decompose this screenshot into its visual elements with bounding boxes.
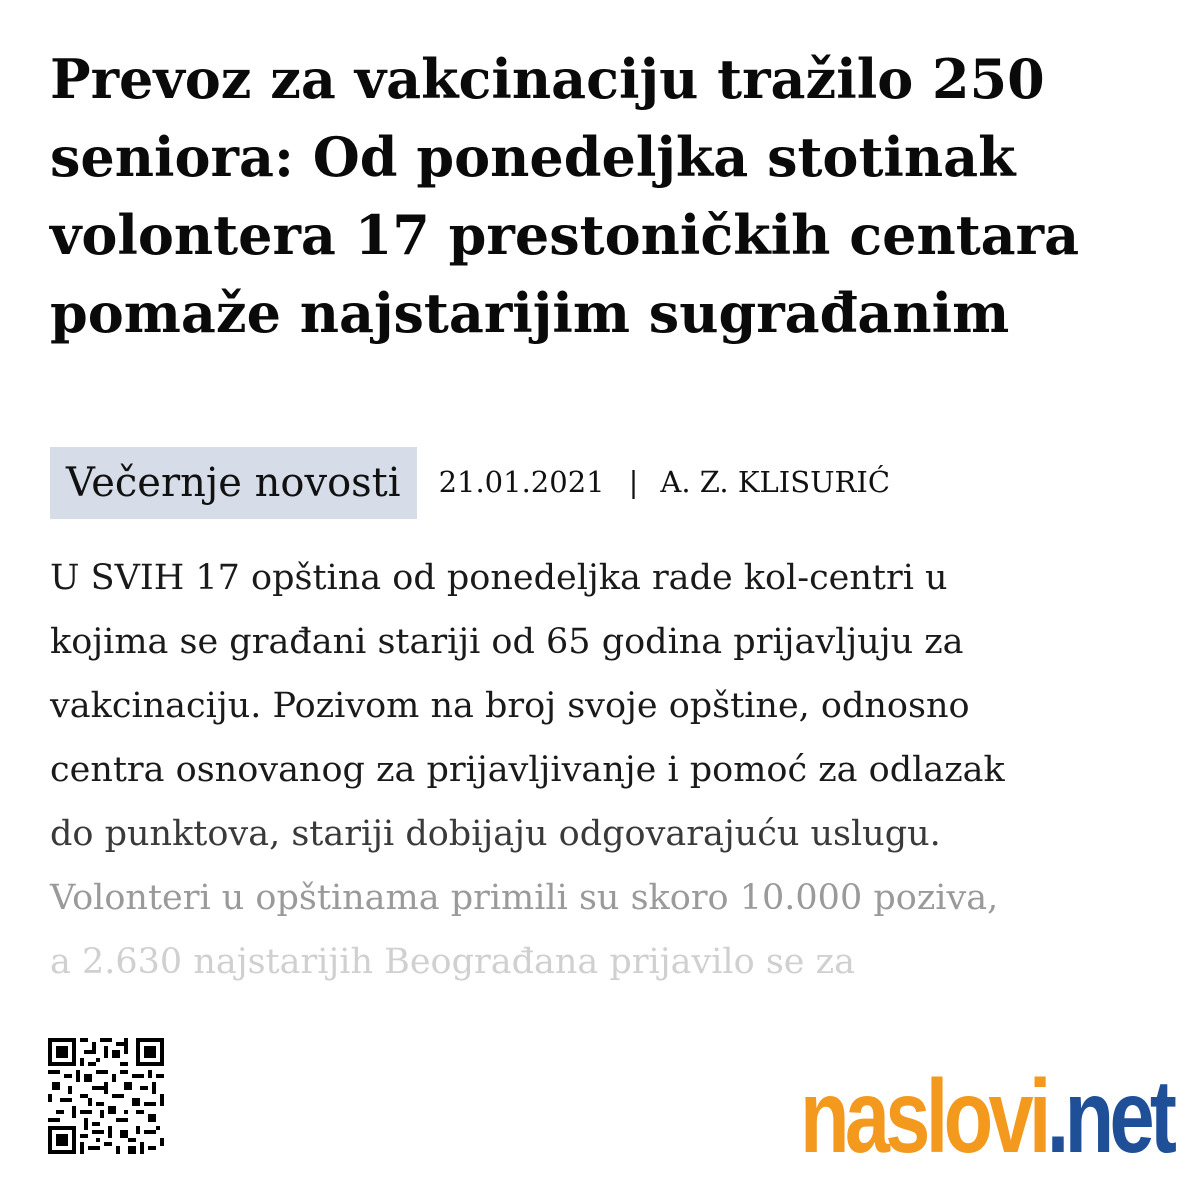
qr-code-icon[interactable] xyxy=(48,1038,164,1154)
body-line: Volonteri u opštinama primili su skoro 10.000 poziva, xyxy=(50,878,999,918)
article-headline: Prevoz za vakcinaciju tražilo 250 seniora: Od ponedeljka stotinak volontera 17 prestoničkih centara pomaže najstarijim sugrađanim xyxy=(50,47,1080,345)
article-date: 21.01.2021 xyxy=(438,465,605,499)
article-body xyxy=(50,546,1150,994)
body-line: do punktova, stariji dobijaju odgovarajuću uslugu. xyxy=(50,814,941,854)
logo-text-net: .net xyxy=(1046,1059,1173,1175)
naslovi-logo[interactable] xyxy=(800,1058,1173,1175)
meta-separator: | xyxy=(628,465,639,499)
source-badge[interactable]: Večernje novosti xyxy=(50,447,417,519)
body-line: kojima se građani stariji od 65 godina prijavljuju za xyxy=(50,622,964,662)
article-author: A. Z. KLISURIĆ xyxy=(660,465,891,499)
article-meta xyxy=(50,447,890,519)
body-line: a 2.630 najstarijih Beograđana prijavilo se za xyxy=(50,942,855,982)
body-line: U SVIH 17 opština od ponedeljka rade kol-centri u xyxy=(50,558,948,598)
logo-text-naslovi: naslovi xyxy=(800,1059,1047,1175)
body-line: centra osnovanog za prijavljivanje i pomoć za odlazak xyxy=(50,750,1005,790)
body-line: vakcinaciju. Pozivom na broj svoje opštine, odnosno xyxy=(50,686,970,726)
